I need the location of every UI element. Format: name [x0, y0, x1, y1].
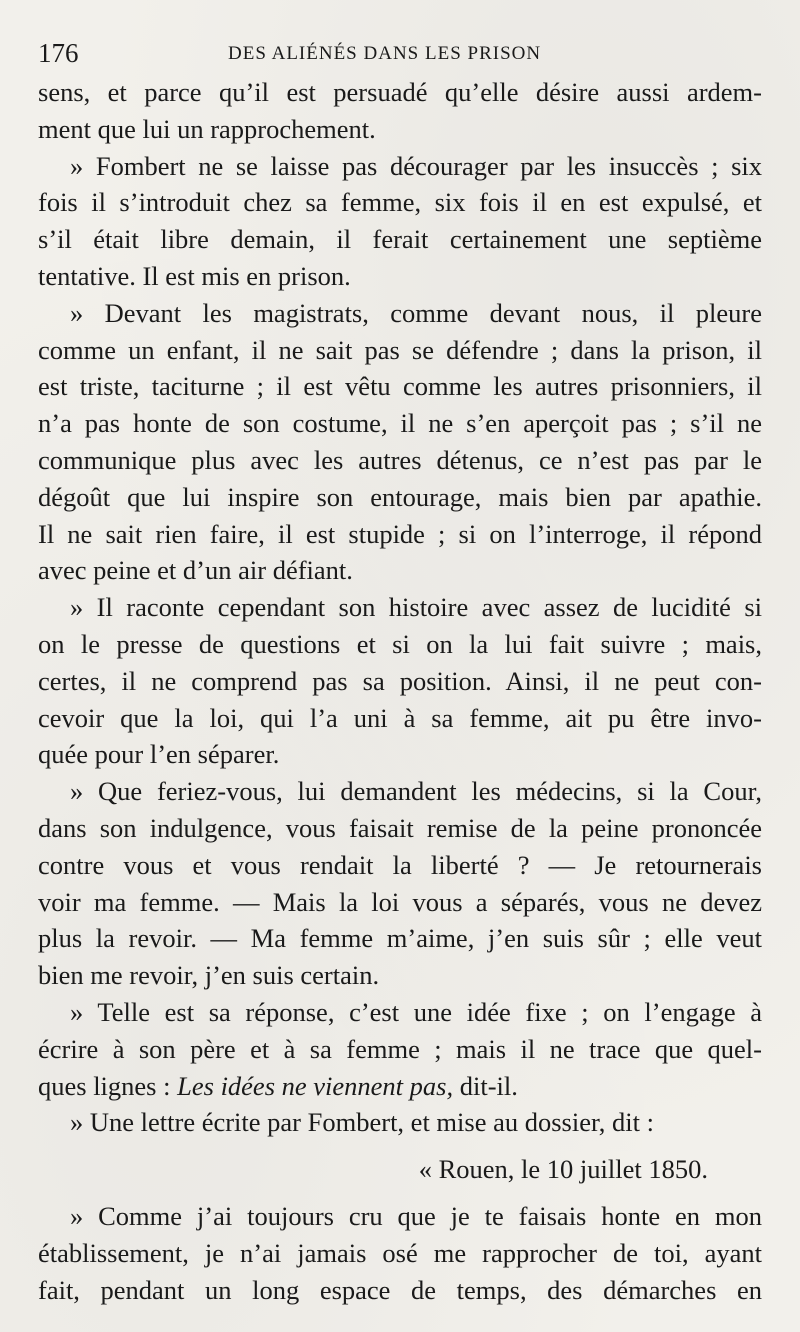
text-line: » Une lettre écrite par Fombert, et mise au dossier, dit :	[70, 1107, 654, 1138]
body-text	[38, 74, 762, 1308]
text-line: comme un enfant, il ne sait pas se défendre ; dans la prison, il	[38, 334, 762, 365]
text-line: contre vous et vous rendait la liberté ? — Je retournerais	[38, 849, 762, 880]
paragraph	[38, 148, 762, 295]
text-line-with-quote	[38, 1068, 762, 1105]
text-line: certes, il ne comprend pas sa position. Ainsi, il ne peut con-	[38, 665, 762, 696]
paragraph	[38, 295, 762, 589]
text-line: fait, pendant un long espace de temps, des démarches en	[38, 1274, 762, 1305]
page-number: 176	[38, 38, 79, 68]
text-line: plus la revoir. — Ma femme m’aime, j’en suis sûr ; elle veut	[38, 923, 762, 954]
text-line: s’il était libre demain, il ferait certainement une septième	[38, 224, 762, 255]
text-line: fois il s’introduit chez sa femme, six fois il en est expulsé, et	[38, 187, 762, 218]
text-line: n’a pas honte de son costume, il ne s’en aperçoit pas ; s’il ne	[38, 408, 762, 439]
text-fragment: ques lignes :	[38, 1070, 178, 1101]
text-line: communique plus avec les autres détenus, ce n’est pas par le	[38, 444, 762, 475]
text-line: » Telle est sa réponse, c’est une idée fixe ; on l’engage à	[70, 996, 762, 1027]
paragraph-letter	[38, 1198, 762, 1308]
text-line: sens, et parce qu’il est persuadé qu’elle désire aussi ardem-	[38, 77, 762, 107]
paragraph	[38, 589, 762, 773]
text-line: établissement, je n’ai jamais osé me rapprocher de toi, ayant	[38, 1237, 762, 1268]
text-line: voir ma femme. — Mais la loi vous a séparés, vous ne devez	[38, 886, 762, 917]
text-line: Il ne sait rien faire, il est stupide ; si on l’interroge, il répond	[38, 518, 762, 549]
text-line: » Devant les magistrats, comme devant nous, il pleure	[70, 297, 762, 328]
text-line: » Que feriez-vous, lui demandent les médecins, si la Cour,	[70, 776, 762, 807]
text-line: bien me revoir, j’en suis certain.	[38, 960, 380, 991]
text-line: cevoir que la loi, qui l’a uni à sa femme, ait pu être invo-	[38, 702, 762, 733]
running-head: DES ALIÉNÉS DANS LES PRISON	[228, 43, 542, 64]
text-line: on le presse de questions et si on la lui fait suivre ; mais,	[38, 628, 762, 659]
text-line: est triste, taciturne ; il est vêtu comme les autres prisonniers, il	[38, 371, 762, 402]
text-line: tentative. Il est mis en prison.	[38, 260, 351, 291]
paragraph	[38, 1104, 762, 1141]
paragraph	[38, 773, 762, 994]
text-line: quée pour l’en séparer.	[38, 739, 280, 770]
text-line: dans son indulgence, vous faisait remise de la peine prononcée	[38, 812, 762, 843]
text-line: avec peine et d’un air défiant.	[38, 555, 353, 586]
text-fragment: dit-il.	[453, 1070, 518, 1101]
letter-dateline: « Rouen, le 10 juillet 1850.	[418, 1154, 708, 1185]
page-header	[38, 36, 768, 70]
text-line: » Comme j’ai toujours cru que je te faisais honte en mon	[70, 1200, 762, 1231]
text-line: ment que lui un rapprochement.	[38, 113, 376, 144]
text-line: » Fombert ne se laisse pas décourager par les insuccès ; six	[70, 150, 762, 181]
text-line: dégoût que lui inspire son entourage, mais bien par apathie.	[38, 481, 762, 512]
text-line: » Il raconte cependant son histoire avec assez de lucidité si	[70, 592, 762, 623]
paragraph	[38, 994, 762, 1104]
italic-quote: Les idées ne viennent pas,	[177, 1070, 454, 1101]
text-line: écrire à son père et à sa femme ; mais il ne trace que quel-	[38, 1033, 762, 1064]
paragraph-continuation	[38, 74, 762, 148]
